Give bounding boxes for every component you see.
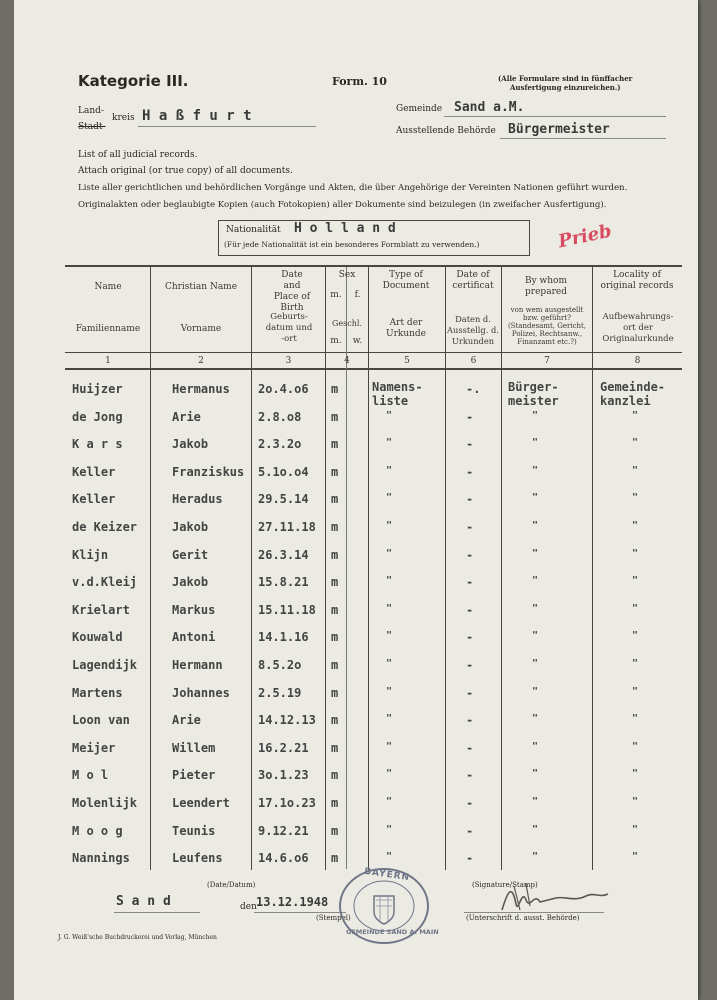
cell-by: " bbox=[532, 768, 539, 780]
cell-by: Bürger- meister bbox=[508, 380, 559, 408]
cell-loc: " bbox=[632, 851, 639, 863]
cell-date: - bbox=[466, 437, 474, 452]
cell-name: Krielart bbox=[72, 602, 130, 617]
cell-vorname: Markus bbox=[172, 602, 216, 617]
cell-type: " bbox=[386, 658, 393, 669]
cell-name: Kouwald bbox=[72, 630, 123, 645]
col-sex-en: Sex bbox=[338, 270, 356, 280]
col-loc-de: Aufbewahrungs- ort der Originalurkunde bbox=[602, 312, 674, 344]
col-sex-m-de: m. bbox=[330, 336, 342, 346]
cell-type: " bbox=[386, 768, 393, 780]
cell-vorname: Pieter bbox=[172, 768, 216, 783]
place-value: S a n d bbox=[116, 894, 171, 909]
cell-type: " bbox=[386, 851, 393, 863]
kreis-label: kreis bbox=[112, 113, 135, 123]
cell-name: K a r s bbox=[72, 437, 123, 452]
cell-loc: " bbox=[632, 740, 639, 752]
cell-name: Molenlijk bbox=[72, 796, 138, 810]
unterschrift-label: (Unterschrift d. ausst. Behörde) bbox=[466, 914, 580, 922]
cell-vorname: Jakob bbox=[172, 520, 209, 534]
cell-vorname: Franziskus bbox=[172, 464, 245, 479]
cell-vorname: Hermanus bbox=[172, 382, 230, 396]
cell-birth: 2.5.19 bbox=[258, 685, 302, 700]
cell-sex: m bbox=[331, 630, 339, 645]
cell-type: " bbox=[386, 740, 393, 752]
cell-date: - bbox=[466, 630, 474, 645]
signature-scribble bbox=[496, 880, 616, 916]
seal-text-bottom: GEMEINDE SAND A. MAIN bbox=[346, 928, 439, 936]
cell-loc: " bbox=[632, 437, 639, 449]
col-sex-de: Geschl. bbox=[332, 319, 362, 328]
cell-by: " bbox=[532, 492, 539, 504]
cell-type: " bbox=[386, 464, 393, 476]
cell-loc: " bbox=[632, 547, 639, 559]
cell-name: Meijer bbox=[72, 740, 116, 755]
gemeinde-value: Sand a.M. bbox=[454, 100, 525, 115]
cell-type: " bbox=[386, 575, 393, 587]
cell-by: " bbox=[532, 851, 539, 863]
cell-sex: m bbox=[331, 464, 339, 479]
cell-type: " bbox=[386, 437, 393, 449]
col-name-en: Name bbox=[94, 282, 122, 292]
cell-vorname: Teunis bbox=[172, 823, 216, 838]
cell-by: " bbox=[532, 713, 539, 725]
printer-imprint: J. G. Weiß'sche Buchdruckerei und Verlag, München bbox=[58, 934, 217, 941]
col-date-de: Daten d. Ausstellg. d. Urkunden bbox=[447, 314, 499, 346]
cell-vorname: Leendert bbox=[172, 796, 230, 810]
cell-loc: " bbox=[632, 823, 639, 835]
form-number: Form. 10 bbox=[332, 75, 387, 88]
cell-date: - bbox=[466, 602, 474, 617]
behoerde-value: Bürgermeister bbox=[508, 122, 610, 137]
cell-loc: " bbox=[632, 630, 639, 642]
land-label: Land- bbox=[78, 106, 104, 116]
cell-loc: Gemeinde- kanzlei bbox=[600, 380, 666, 408]
cell-name: de Keizer bbox=[72, 520, 138, 534]
cell-vorname: Arie bbox=[172, 409, 201, 424]
cell-date: - bbox=[466, 658, 474, 672]
cell-date: - bbox=[466, 740, 474, 755]
cell-type: " bbox=[386, 685, 393, 697]
cell-date: - bbox=[466, 575, 474, 590]
cell-date: - bbox=[466, 685, 474, 700]
cell-sex: m bbox=[331, 851, 339, 866]
cell-vorname: Hermann bbox=[172, 658, 223, 672]
col-vorname-en: Christian Name bbox=[164, 282, 238, 292]
cell-sex: m bbox=[331, 409, 339, 424]
cell-date: - bbox=[466, 464, 474, 479]
cell-name: M o o g bbox=[72, 823, 123, 838]
cell-by: " bbox=[532, 602, 539, 614]
cell-birth: 15.11.18 bbox=[258, 602, 316, 617]
col-num-3: 3 bbox=[285, 356, 292, 366]
cell-date: - bbox=[466, 823, 474, 838]
cell-date: - bbox=[466, 409, 474, 424]
cell-loc: " bbox=[632, 796, 639, 807]
copies-note-1: (Alle Formulare sind in fünffacher bbox=[498, 74, 633, 83]
cell-name: Klijn bbox=[72, 547, 109, 562]
cell-sex: m bbox=[331, 437, 339, 452]
cell-type: " bbox=[386, 492, 393, 504]
cell-sex: m bbox=[331, 823, 339, 838]
cell-date: - bbox=[466, 492, 474, 507]
cell-type: " bbox=[386, 602, 393, 614]
col-sex-w-de: w. bbox=[352, 336, 363, 346]
cell-name: Loon van bbox=[72, 713, 130, 728]
cell-birth: 5.1o.o4 bbox=[258, 464, 309, 479]
cell-name: de Jong bbox=[72, 409, 123, 424]
copies-note-2: Ausfertigung einzureichen.) bbox=[510, 83, 621, 92]
cell-birth: 9.12.21 bbox=[258, 823, 309, 838]
cell-loc: " bbox=[632, 685, 639, 697]
cell-birth: 2.8.o8 bbox=[258, 409, 302, 424]
cell-date: - bbox=[466, 713, 474, 728]
cell-vorname: Antoni bbox=[172, 630, 216, 645]
cell-by: " bbox=[532, 740, 539, 752]
signature-label: (Signature/Stamp) bbox=[472, 881, 538, 889]
col-by-en: By whom prepared bbox=[524, 276, 567, 297]
cell-by: " bbox=[532, 520, 539, 531]
col-by-de: von wem ausgestellt bzw. geführt? (Standesamt, Gericht, Polizei, Rechtsanw., Finanzamt etc.?) bbox=[507, 306, 587, 346]
cell-sex: m bbox=[331, 768, 339, 783]
cell-name: Lagendijk bbox=[72, 658, 138, 672]
cell-vorname: Jakob bbox=[172, 437, 209, 452]
instruction-line-2: Attach original (or true copy) of all documents. bbox=[78, 166, 293, 176]
cell-date: - bbox=[466, 796, 474, 810]
kreis-value: H a ß f u r t bbox=[142, 108, 252, 124]
cell-type: " bbox=[386, 823, 393, 835]
col-birth-en: Date and Place of Birth bbox=[273, 270, 311, 313]
instruction-line-4: Originalakten oder beglaubigte Kopien (auch Fotokopien) aller Dokumente sind beizulegen (in zweifacher Ausfertigung). bbox=[78, 200, 607, 210]
cell-by: " bbox=[532, 630, 539, 642]
cell-birth: 27.11.18 bbox=[258, 520, 316, 534]
col-type-de: Art der Urkunde bbox=[385, 318, 427, 339]
col-num-1: 1 bbox=[105, 356, 111, 366]
cell-name: M o l bbox=[72, 768, 109, 783]
cell-birth: 14.1.16 bbox=[258, 630, 309, 645]
behoerde-label: Ausstellende Behörde bbox=[396, 126, 496, 136]
cell-name: Keller bbox=[72, 464, 116, 479]
cell-type: " bbox=[386, 630, 393, 642]
cell-type: " bbox=[386, 520, 393, 531]
cell-loc: " bbox=[632, 575, 639, 587]
cell-sex: m bbox=[331, 520, 339, 534]
form-sheet bbox=[14, 0, 698, 1000]
col-type-en: Type of Document bbox=[382, 270, 430, 291]
instruction-line-1: List of all judicial records. bbox=[78, 150, 198, 160]
cell-type: " bbox=[386, 796, 393, 807]
cell-type: " bbox=[386, 547, 393, 559]
cell-date: -. bbox=[466, 382, 481, 396]
cell-birth: 26.3.14 bbox=[258, 547, 309, 562]
cell-vorname: Gerit bbox=[172, 547, 209, 562]
cell-type: " bbox=[386, 409, 393, 421]
cell-sex: m bbox=[331, 740, 339, 755]
cell-type: " bbox=[386, 713, 393, 725]
gemeinde-label: Gemeinde bbox=[396, 104, 443, 114]
cell-sex: m bbox=[331, 575, 339, 590]
cell-type: Namens- liste bbox=[372, 380, 423, 408]
cell-birth: 16.2.21 bbox=[258, 740, 309, 755]
date-label: (Date/Datum) bbox=[207, 881, 256, 889]
cell-by: " bbox=[532, 796, 539, 807]
stempel-label: (Stempel) bbox=[316, 914, 351, 922]
cell-vorname: Arie bbox=[172, 713, 201, 728]
cell-loc: " bbox=[632, 658, 639, 669]
cell-vorname: Jakob bbox=[172, 575, 209, 590]
col-num-4: 4 bbox=[344, 356, 350, 366]
col-sex-f-en: f. bbox=[354, 290, 361, 300]
cell-by: " bbox=[532, 685, 539, 697]
cell-vorname: Johannes bbox=[172, 685, 230, 700]
cell-name: Nannings bbox=[72, 851, 130, 866]
cell-birth: 14.6.o6 bbox=[258, 851, 309, 866]
col-loc-en: Locality of original records bbox=[600, 270, 674, 291]
cell-vorname: Willem bbox=[172, 740, 216, 755]
cell-by: " bbox=[532, 547, 539, 559]
cell-birth: 2.3.2o bbox=[258, 437, 302, 452]
cell-sex: m bbox=[331, 547, 339, 562]
cell-date: - bbox=[466, 851, 474, 866]
cell-by: " bbox=[532, 658, 539, 669]
cell-by: " bbox=[532, 823, 539, 835]
cell-loc: " bbox=[632, 409, 639, 421]
col-num-6: 6 bbox=[470, 356, 477, 366]
col-vorname-de: Vorname bbox=[180, 324, 222, 334]
cell-birth: 8.5.2o bbox=[258, 658, 302, 672]
cell-sex: m bbox=[331, 685, 339, 700]
cell-name: v.d.Kleij bbox=[72, 575, 138, 590]
cell-name: Huijzer bbox=[72, 382, 123, 396]
cell-date: - bbox=[466, 520, 474, 534]
cell-name: Martens bbox=[72, 685, 123, 700]
cell-loc: " bbox=[632, 520, 639, 531]
den-label: den bbox=[240, 902, 257, 912]
cell-birth: 17.1o.23 bbox=[258, 796, 316, 810]
cell-by: " bbox=[532, 437, 539, 449]
cell-sex: m bbox=[331, 796, 339, 810]
cell-birth: 14.12.13 bbox=[258, 713, 316, 728]
col-num-5: 5 bbox=[404, 356, 410, 366]
cell-date: - bbox=[466, 768, 474, 783]
seal-text-top: BAYERN bbox=[363, 866, 411, 884]
col-birth-de: Geburts- datum und -ort bbox=[265, 312, 313, 344]
cell-loc: " bbox=[632, 492, 639, 504]
cell-vorname: Heradus bbox=[172, 492, 223, 507]
cell-birth: 29.5.14 bbox=[258, 492, 309, 507]
cell-loc: " bbox=[632, 602, 639, 614]
cell-loc: " bbox=[632, 713, 639, 725]
col-num-8: 8 bbox=[634, 356, 641, 366]
cell-birth: 2o.4.o6 bbox=[258, 382, 309, 396]
cell-sex: m bbox=[331, 382, 339, 396]
cell-sex: m bbox=[331, 658, 339, 672]
cell-name: Keller bbox=[72, 492, 116, 507]
col-num-2: 2 bbox=[198, 356, 204, 366]
cell-sex: m bbox=[331, 602, 339, 617]
nationality-value: H o l l a n d bbox=[294, 221, 396, 236]
col-date-en: Date of certificat bbox=[452, 270, 494, 291]
official-seal bbox=[336, 866, 439, 946]
kategorie-title: Kategorie III. bbox=[78, 72, 189, 90]
col-name-de: Familienname bbox=[75, 324, 141, 334]
col-sex-m-en: m. bbox=[330, 290, 342, 300]
col-num-7: 7 bbox=[544, 356, 550, 366]
cell-by: " bbox=[532, 409, 539, 421]
cell-by: " bbox=[532, 575, 539, 587]
instruction-line-3: Liste aller gerichtlichen und behördlichen Vorgänge und Akten, die über Angehörige der Vereinten Nationen geführt wurden. bbox=[78, 183, 628, 193]
cell-sex: m bbox=[331, 713, 339, 728]
red-stamp: Prieb bbox=[556, 220, 614, 253]
cell-loc: " bbox=[632, 464, 639, 476]
cell-birth: 3o.1.23 bbox=[258, 768, 309, 783]
nationality-note: (Für jede Nationalität ist ein besonderes Formblatt zu verwenden.) bbox=[224, 240, 480, 249]
cell-loc: " bbox=[632, 768, 639, 780]
cell-by: " bbox=[532, 464, 539, 476]
cell-birth: 15.8.21 bbox=[258, 575, 309, 590]
date-value: 13.12.1948 bbox=[256, 895, 329, 909]
cell-vorname: Leufens bbox=[172, 851, 223, 866]
cell-date: - bbox=[466, 547, 474, 562]
nationality-label: Nationalität bbox=[226, 225, 281, 235]
cell-sex: m bbox=[331, 492, 339, 507]
stadt-label: Stadt- bbox=[78, 122, 106, 132]
